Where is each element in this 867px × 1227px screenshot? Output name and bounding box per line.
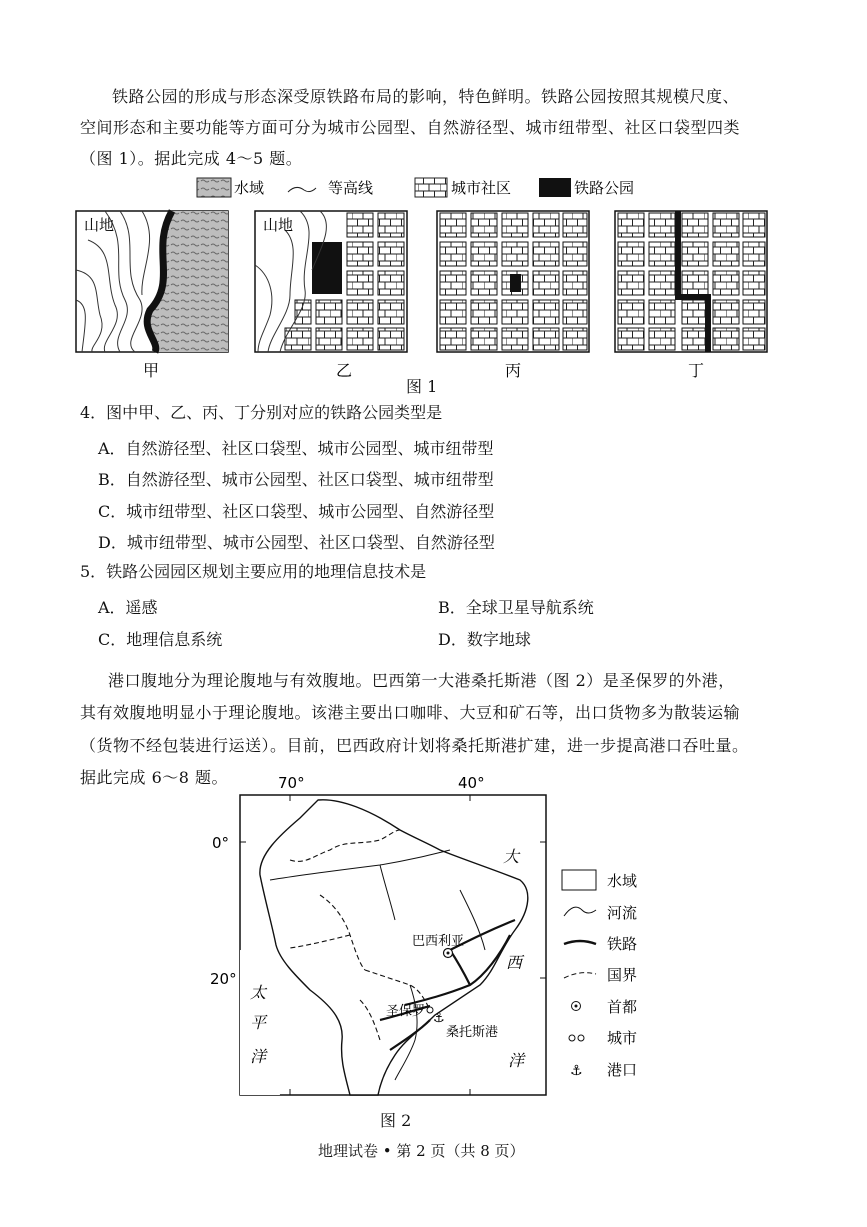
legend2-city-swatch-2 xyxy=(578,1035,584,1041)
pacific-label-2: 平 xyxy=(250,1013,267,1032)
legend-community-swatch xyxy=(415,178,447,197)
pacific-label-1: 太 xyxy=(250,983,267,1002)
q4-option-a: A．自然游径型、社区口袋型、城市公园型、城市纽带型 xyxy=(98,439,494,458)
legend2-railway-swatch xyxy=(564,941,596,944)
legend2-border-swatch xyxy=(564,973,596,978)
passage1-line3: （图 1）。据此完成 4～5 题。 xyxy=(80,149,303,168)
atlantic-label-1: 大 xyxy=(503,847,520,866)
figure-2-map xyxy=(210,770,690,1110)
atlantic-label-2: 西 xyxy=(506,953,523,972)
legend2-water-swatch xyxy=(562,870,596,890)
legend-railpark-swatch xyxy=(539,178,571,197)
q4-option-d: D．城市纽带型、城市公园型、社区口袋型、自然游径型 xyxy=(98,533,495,552)
q5-stem: 5．铁路公园园区规划主要应用的地理信息技术是 xyxy=(80,562,427,581)
legend-water-label: 水域 xyxy=(234,179,265,197)
panel-ding xyxy=(615,211,767,352)
legend2-water-label: 水域 xyxy=(607,872,638,890)
legend-railpark-label: 铁路公园 xyxy=(574,179,635,197)
santos-label: 桑托斯港 xyxy=(446,1025,499,1040)
lat-label-20: 20° xyxy=(210,970,237,988)
legend2-river-swatch xyxy=(564,907,596,916)
passage2-line1: 港口腹地分为理论腹地与有效腹地。巴西第一大港桑托斯港（图 2）是圣保罗的外港， xyxy=(108,671,735,690)
fig1-legend xyxy=(197,178,634,197)
passage2-line3: （货物不经包装进行运送）。目前，巴西政府计划将桑托斯港扩建，进一步提高港口吞吐量。 xyxy=(80,736,749,755)
page-footer: 地理试卷 • 第 2 页（共 8 页） xyxy=(318,1142,525,1160)
pacific-label-3: 洋 xyxy=(250,1047,267,1066)
lon-label-70: 70° xyxy=(278,774,305,792)
saopaulo-label: 圣保罗 xyxy=(386,1004,426,1019)
q5-option-d: D．数字地球 xyxy=(438,630,531,649)
legend2-border-label: 国界 xyxy=(607,966,638,984)
figure-1 xyxy=(0,170,867,400)
passage2-line4: 据此完成 6～8 题。 xyxy=(80,768,229,787)
q4-option-c: C．城市纽带型、社区口袋型、城市公园型、自然游径型 xyxy=(98,502,495,521)
legend2-capital-label: 首都 xyxy=(607,998,638,1016)
panel-yi-mountain-label: 山地 xyxy=(263,216,294,234)
q4-stem: 4．图中甲、乙、丙、丁分别对应的铁路公园类型是 xyxy=(80,403,443,422)
q5-option-c: C．地理信息系统 xyxy=(98,630,223,649)
brasilia-label: 巴西利亚 xyxy=(412,934,465,949)
legend-contour-swatch xyxy=(288,187,316,192)
lon-label-40: 40° xyxy=(458,774,485,792)
passage1-line2: 空间形态和主要功能等方面可分为城市公园型、自然游径型、城市纽带型、社区口袋型四类 xyxy=(80,118,741,137)
figure-1-caption: 图 1 xyxy=(406,377,438,396)
legend2-port-icon: ⚓ xyxy=(570,1063,583,1079)
port-santos-icon: ⚓ xyxy=(433,1011,445,1026)
fig2-legend xyxy=(562,870,637,1079)
lat-label-0: 0° xyxy=(212,834,230,852)
legend2-port-label: 港口 xyxy=(607,1061,638,1079)
passage2-line2: 其有效腹地明显小于理论腹地。该港主要出口咖啡、大豆和矿石等，出口货物多为散装运输 xyxy=(80,703,741,722)
figure-2-caption: 图 2 xyxy=(380,1111,412,1130)
q5-option-a: A．遥感 xyxy=(98,598,158,617)
panel-jia-mountain-label: 山地 xyxy=(84,216,115,234)
legend-contour-label: 等高线 xyxy=(328,179,374,197)
panel-label-jia: 甲 xyxy=(143,361,160,380)
passage1-line1: 铁路公园的形成与形态深受原铁路布局的影响，特色鲜明。铁路公园按照其规模尺度、 xyxy=(112,87,740,106)
panel-yi xyxy=(255,211,407,352)
legend-community-label: 城市社区 xyxy=(451,179,512,197)
legend2-river-label: 河流 xyxy=(607,904,638,922)
capital-brasilia-symbol xyxy=(444,949,453,958)
panel-jia xyxy=(76,211,228,352)
legend-water-swatch xyxy=(197,178,231,197)
panel-bing xyxy=(437,211,589,352)
legend2-city-swatch-1 xyxy=(569,1035,575,1041)
legend2-city-label: 城市 xyxy=(607,1029,638,1047)
panel-label-ding: 丁 xyxy=(688,361,705,380)
legend2-railway-label: 铁路 xyxy=(607,935,638,953)
q4-option-b: B．自然游径型、城市公园型、社区口袋型、城市纽带型 xyxy=(98,470,494,489)
panel-label-bing: 丙 xyxy=(505,361,522,380)
q5-option-b: B．全球卫星导航系统 xyxy=(438,598,594,617)
panel-label-yi: 乙 xyxy=(336,361,353,380)
atlantic-label-3: 洋 xyxy=(508,1051,525,1070)
